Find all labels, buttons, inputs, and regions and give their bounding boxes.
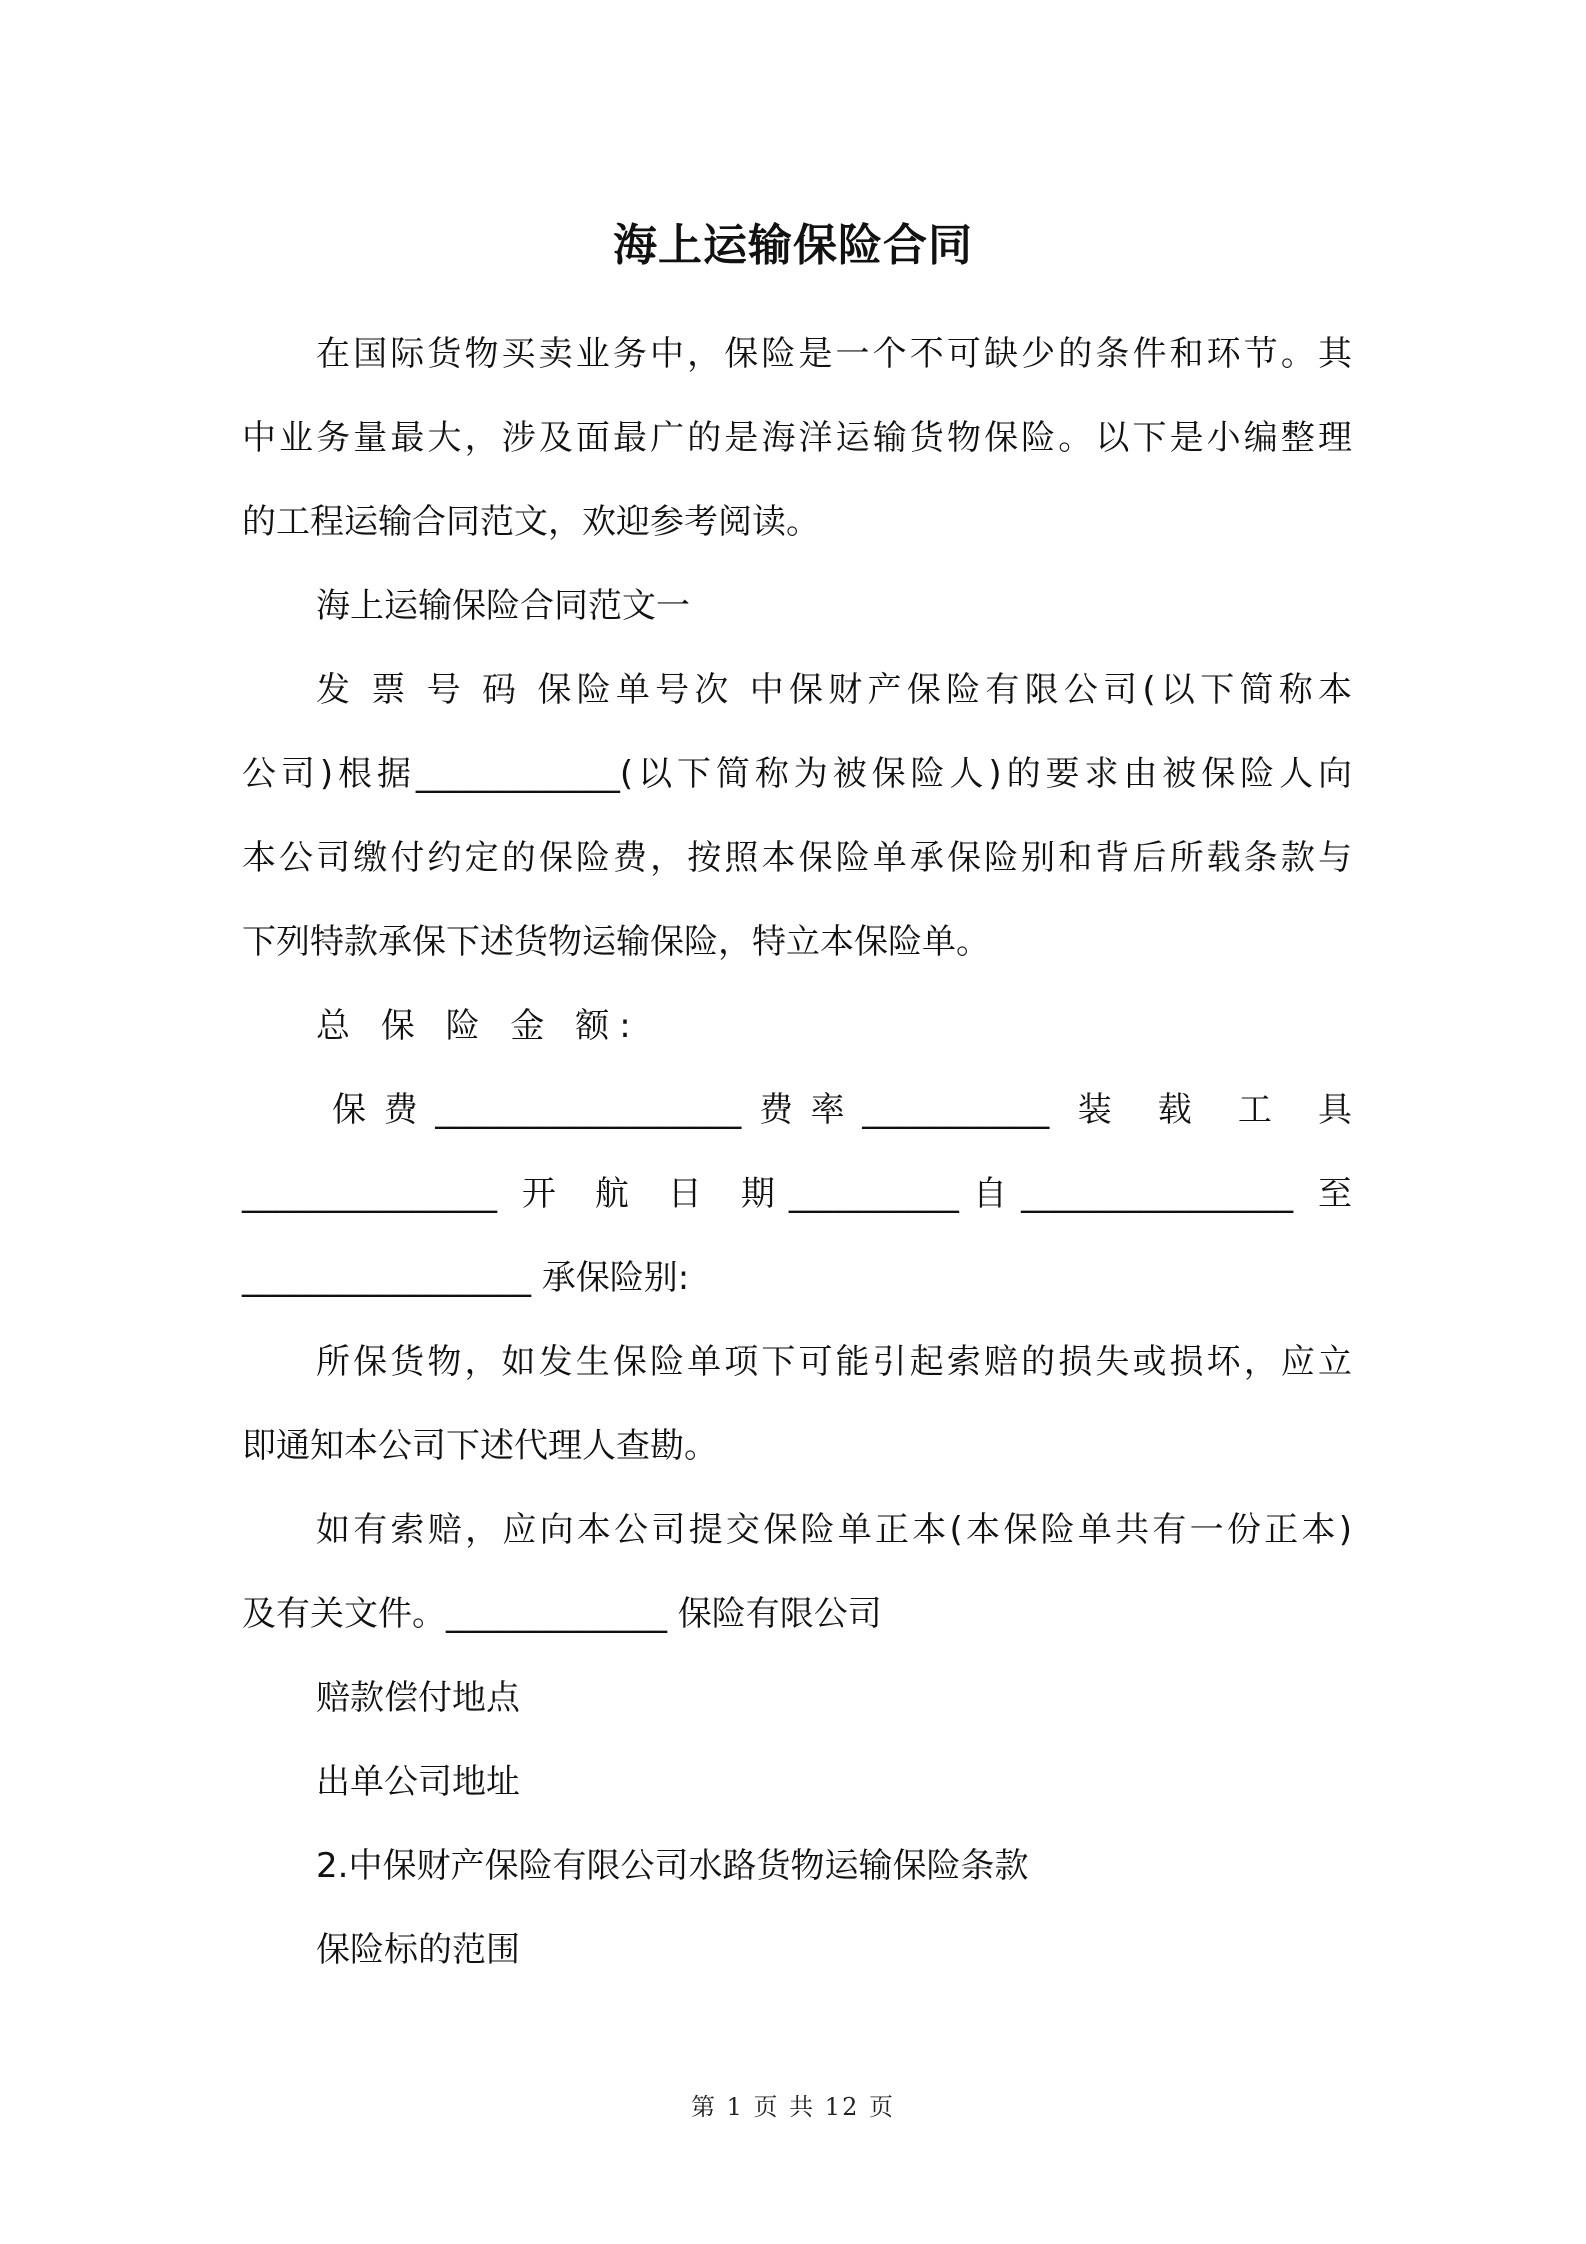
section-heading-1: 海上运输保险合同范文一 bbox=[316, 586, 690, 626]
body-line-7: 本公司缴付约定的保险费，按照本保险单承保险别和背后所载条款与 bbox=[242, 838, 1352, 878]
body-line-16: 及有关文件。_____________ 保险有限公司 bbox=[242, 1594, 882, 1634]
body-line-13: 所保货物，如发生保险单项下可能引起索赔的损失或损坏，应立 bbox=[316, 1342, 1352, 1382]
body-line-1: 在国际货物买卖业务中，保险是一个不可缺少的条件和环节。其 bbox=[316, 334, 1352, 374]
sailing-date-line: _______________ 开 航 日 期__________自________________ 至 bbox=[242, 1174, 1352, 1214]
body-line-2: 中业务量最大，涉及面最广的是海洋运输货物保险。以下是小编整理 bbox=[242, 418, 1352, 458]
body-line-14: 即通知本公司下述代理人查勘。 bbox=[242, 1426, 718, 1466]
page-number: 第 1 页 共 12 页 bbox=[691, 2093, 895, 2121]
claim-payment-place: 赔款偿付地点 bbox=[316, 1678, 520, 1718]
body-line-5: 发 票 号 码 保险单号次 中保财产保险有限公司(以下简称本 bbox=[316, 670, 1352, 710]
body-line-15: 如有索赔，应向本公司提交保险单正本(本保险单共有一份正本) bbox=[316, 1510, 1352, 1550]
body-line-6: 公司)根据____________(以下简称为被保险人)的要求由被保险人向 bbox=[242, 754, 1352, 794]
coverage-line: _________________ 承保险别: bbox=[242, 1258, 690, 1298]
body-line-3: 的工程运输合同范文，欢迎参考阅读。 bbox=[242, 502, 820, 542]
total-insured-amount-label: 总 保 险 金 额: bbox=[316, 1006, 641, 1046]
issuing-company-address: 出单公司地址 bbox=[316, 1762, 520, 1802]
insured-subject-scope: 保险标的范围 bbox=[316, 1930, 520, 1970]
document-title: 海上运输保险合同 bbox=[613, 220, 973, 271]
section-heading-2: 2.中保财产保险有限公司水路货物运输保险条款 bbox=[316, 1846, 1029, 1886]
premium-rate-line: 保费__________________费率___________ 装 载 工 具 bbox=[332, 1090, 1352, 1130]
body-line-8: 下列特款承保下述货物运输保险，特立本保险单。 bbox=[242, 922, 990, 962]
